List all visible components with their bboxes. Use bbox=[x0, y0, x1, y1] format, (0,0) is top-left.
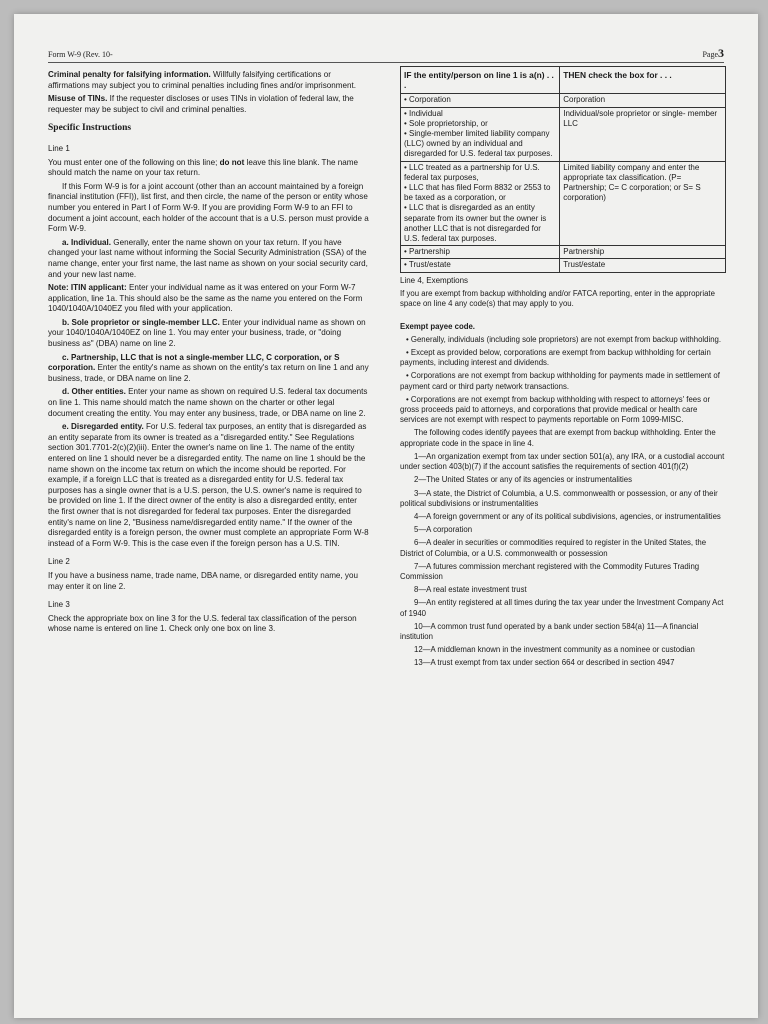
table-row bbox=[401, 259, 726, 272]
bullet-item: • Except as provided below, corporations are exempt from backup withholding for certain payments, including interest and dividends. bbox=[400, 348, 711, 368]
individual-paragraph: a. Individual. Generally, enter the name shown on your tax return. If you have changed your last name without informing the Social Security Administration (SSA) of the name change, enter your first name, the last name as shown on your social security card, and your new last name. bbox=[48, 237, 368, 279]
table-cell: Corporation bbox=[560, 94, 726, 107]
table-cell: Individual/sole proprietor or single- member LLC bbox=[560, 107, 726, 161]
table-cell: • Individual • Sole proprietorship, or • Single-member limited liability company (LLC) owned by an individual and disregarded for U.S. federal tax purposes. bbox=[401, 107, 560, 161]
partnership-paragraph: c. Partnership, LLC that is not a single-member LLC, C corporation, or S corporation. Enter the entity's name as shown on the entity's tax return on line 1 and any business, trade, or DBA name on line 2. bbox=[48, 352, 369, 383]
right-column bbox=[400, 66, 726, 672]
exempt-code-item: 7—A futures commission merchant registered with the Commodity Futures Trading Commission bbox=[400, 561, 700, 581]
line3-paragraph: Check the appropriate box on line 3 for the U.S. federal tax classification of the person whose name is entered on line 1. Check only one box on line 3. bbox=[48, 613, 357, 634]
sole-proprietor-paragraph: b. Sole proprietor or single-member LLC. Enter your individual name as shown on your 1040/1040A/1040EZ on line 1. You may enter your business, trade, or "doing business as" (DBA) name on line 2. bbox=[48, 317, 366, 349]
left-column bbox=[48, 70, 370, 638]
bullet-item: • Corporations are not exempt from backup withholding for payments made in settlement of payment card or third party network transactions. bbox=[400, 371, 720, 391]
misuse-paragraph: Misuse of TINs. If the requester discloses or uses TINs in violation of federal law, the requester may be subject to civil and criminal penalties. bbox=[48, 94, 354, 114]
bullet-item: • Generally, individuals (including sole proprietors) are not exempt from backup withholding. bbox=[406, 334, 722, 344]
itin-note-paragraph: Note: ITIN applicant: Enter your individual name as it was entered on your Form W-7 application, line 1a. This should also be the same as the name you entered on the Form 1040/1040A/1040EZ you filed with your application. bbox=[48, 283, 363, 314]
exempt-code-item: 6—A dealer in securities or commodities required to register in the United States, the District of Columbia, or a U.S. commonwealth or possession bbox=[400, 538, 707, 558]
codes-intro-paragraph: The following codes identify payees that are exempt from backup withholding. Enter the appropriate code in the space in line 4. bbox=[400, 428, 716, 448]
line2-paragraph: If you have a business name, trade name, DBA name, or disregarded entity name, you may enter it on line 2. bbox=[48, 570, 358, 591]
table-row bbox=[401, 246, 726, 259]
line4-paragraph: If you are exempt from backup withholding and/or FATCA reporting, enter in the appropriate space on line 4 any code(s) that may apply to you. bbox=[400, 289, 715, 309]
table-header-checkbox: THEN check the box for . . . bbox=[560, 67, 726, 94]
exempt-code-item: 3—A state, the District of Columbia, a U.S. commonwealth or possession, or any of their political subdivisions or instrumentalities bbox=[400, 488, 718, 508]
page-number: Page3 bbox=[702, 46, 724, 60]
table-header-entity: IF the entity/person on line 1 is a(n) . . . bbox=[401, 67, 560, 94]
table-cell: • Partnership bbox=[401, 246, 560, 259]
line1-heading: Line 1 bbox=[48, 143, 70, 153]
exempt-code-item: 9—An entity registered at all times during the tax year under the Investment Company Act of 1940 bbox=[400, 598, 724, 618]
table-row bbox=[401, 107, 726, 161]
page-header bbox=[48, 42, 724, 63]
document-page bbox=[14, 14, 758, 1018]
table-cell: • Corporation bbox=[401, 94, 560, 107]
table-cell: Partnership bbox=[560, 246, 726, 259]
exempt-code-item: 1—An organization exempt from tax under section 501(a), any IRA, or a custodial account under section 403(b)(7) if the account satisfies the requirements of section 401(f)(2) bbox=[400, 451, 725, 472]
penalty-paragraph: Criminal penalty for falsifying information. Willfully falsifying certifications or affirmations may subject you to criminal penalties including fines and/or imprisonment. bbox=[48, 70, 357, 90]
exempt-code-item: 2—The United States or any of its agencies or instrumentalities bbox=[414, 475, 632, 485]
line1-paragraph: You must enter one of the following on this line; do not leave this line blank. The name should match the name on your tax return. bbox=[48, 157, 358, 178]
exempt-payee-heading: Exempt payee code. bbox=[400, 321, 475, 331]
disregarded-entity-paragraph: e. Disregarded entity. For U.S. federal tax purposes, an entity that is disregarded as an entity separate from its owner is treated as a "disregarded entity." See Regulations section 301.7701-2(c)(2)(iii). Enter the owner's name on line 1. The name of the entity entered on line 1 should never be a disregarded entity. The name on line 1 should be the name shown on the income tax return on which the income should be reported. For example, if a foreign LLC that is treated as a disregarded entity for U.S. federal tax purposes has a single owner that is a U.S. person, the U.S. owner's name is required to be provided on line 1. If the direct owner of the entity is also a disregarded entity, enter the first owner that is not disregarded for federal tax purposes. Enter the disregarded entity's name on line 2, "Business name/disregarded entity name." If the owner of the disregarded entity is a foreign person, the owner must complete an appropriate Form W-8 instead of a Form W-9. This is the case even if the foreign person has a U.S. TIN. bbox=[48, 422, 369, 548]
specific-instructions-heading: Specific Instructions bbox=[48, 123, 132, 134]
exempt-code-item: 5—A corporation bbox=[414, 525, 473, 535]
exempt-code-item: 4—A foreign government or any of its political subdivisions, agencies, or instrumentalities bbox=[414, 511, 721, 521]
exempt-code-item: 10—A common trust fund operated by a bank under section 584(a) 11—A financial institution bbox=[400, 621, 699, 641]
table-row bbox=[401, 94, 726, 107]
joint-account-paragraph: If this Form W-9 is for a joint account (other than an account maintained by a foreign financial institution (FFI)), list first, and then circle, the name of the person or entity whose number you entered in Part I of Form W-9. If you are providing Form W-9 to an FFI to document a joint account, each holder of the account that is a U.S. person must provide a Form W-9. bbox=[48, 181, 369, 234]
form-label: Form W-9 (Rev. 10- bbox=[48, 50, 113, 59]
table-cell: Limited liability company and enter the appropriate tax classification. (P= Partnership; C= C corporation; or S= S corporation) bbox=[560, 161, 726, 246]
line2-heading: Line 2 bbox=[48, 557, 70, 567]
table-header-row bbox=[401, 67, 726, 94]
table-cell: Trust/estate bbox=[560, 259, 726, 272]
exempt-code-item: 8—A real estate investment trust bbox=[414, 585, 527, 595]
exempt-code-item: 13—A trust exempt from tax under section 664 or described in section 4947 bbox=[414, 658, 675, 668]
table-cell: • Trust/estate bbox=[401, 259, 560, 272]
table-cell: • LLC treated as a partnership for U.S. federal tax purposes, • LLC that has filed Form 8832 or 2553 to be taxed as a corporation, or • LLC that is disregarded as an entity separate from its owner but the owner is another LLC that is not disregarded for U.S. federal tax purposes. bbox=[401, 161, 560, 246]
other-entities-paragraph: d. Other entities. Enter your name as shown on required U.S. federal tax documents on line 1. This name should match the name shown on the charter or other legal document creating the entity. You may enter any business, trade, or DBA name on line 2. bbox=[48, 387, 368, 418]
exempt-code-item: 12—A middleman known in the investment community as a nominee or custodian bbox=[414, 645, 695, 655]
entity-classification-table bbox=[400, 66, 726, 273]
line4-heading: Line 4, Exemptions bbox=[400, 275, 469, 285]
bullet-item: • Corporations are not exempt from backup withholding with respect to attorneys' fees or gross proceeds paid to attorneys, and corporations that provide medical or health care services are not exempt with respect to payments reportable on Form 1099-MISC. bbox=[400, 394, 711, 425]
table-row bbox=[401, 161, 726, 246]
line3-heading: Line 3 bbox=[48, 600, 70, 610]
